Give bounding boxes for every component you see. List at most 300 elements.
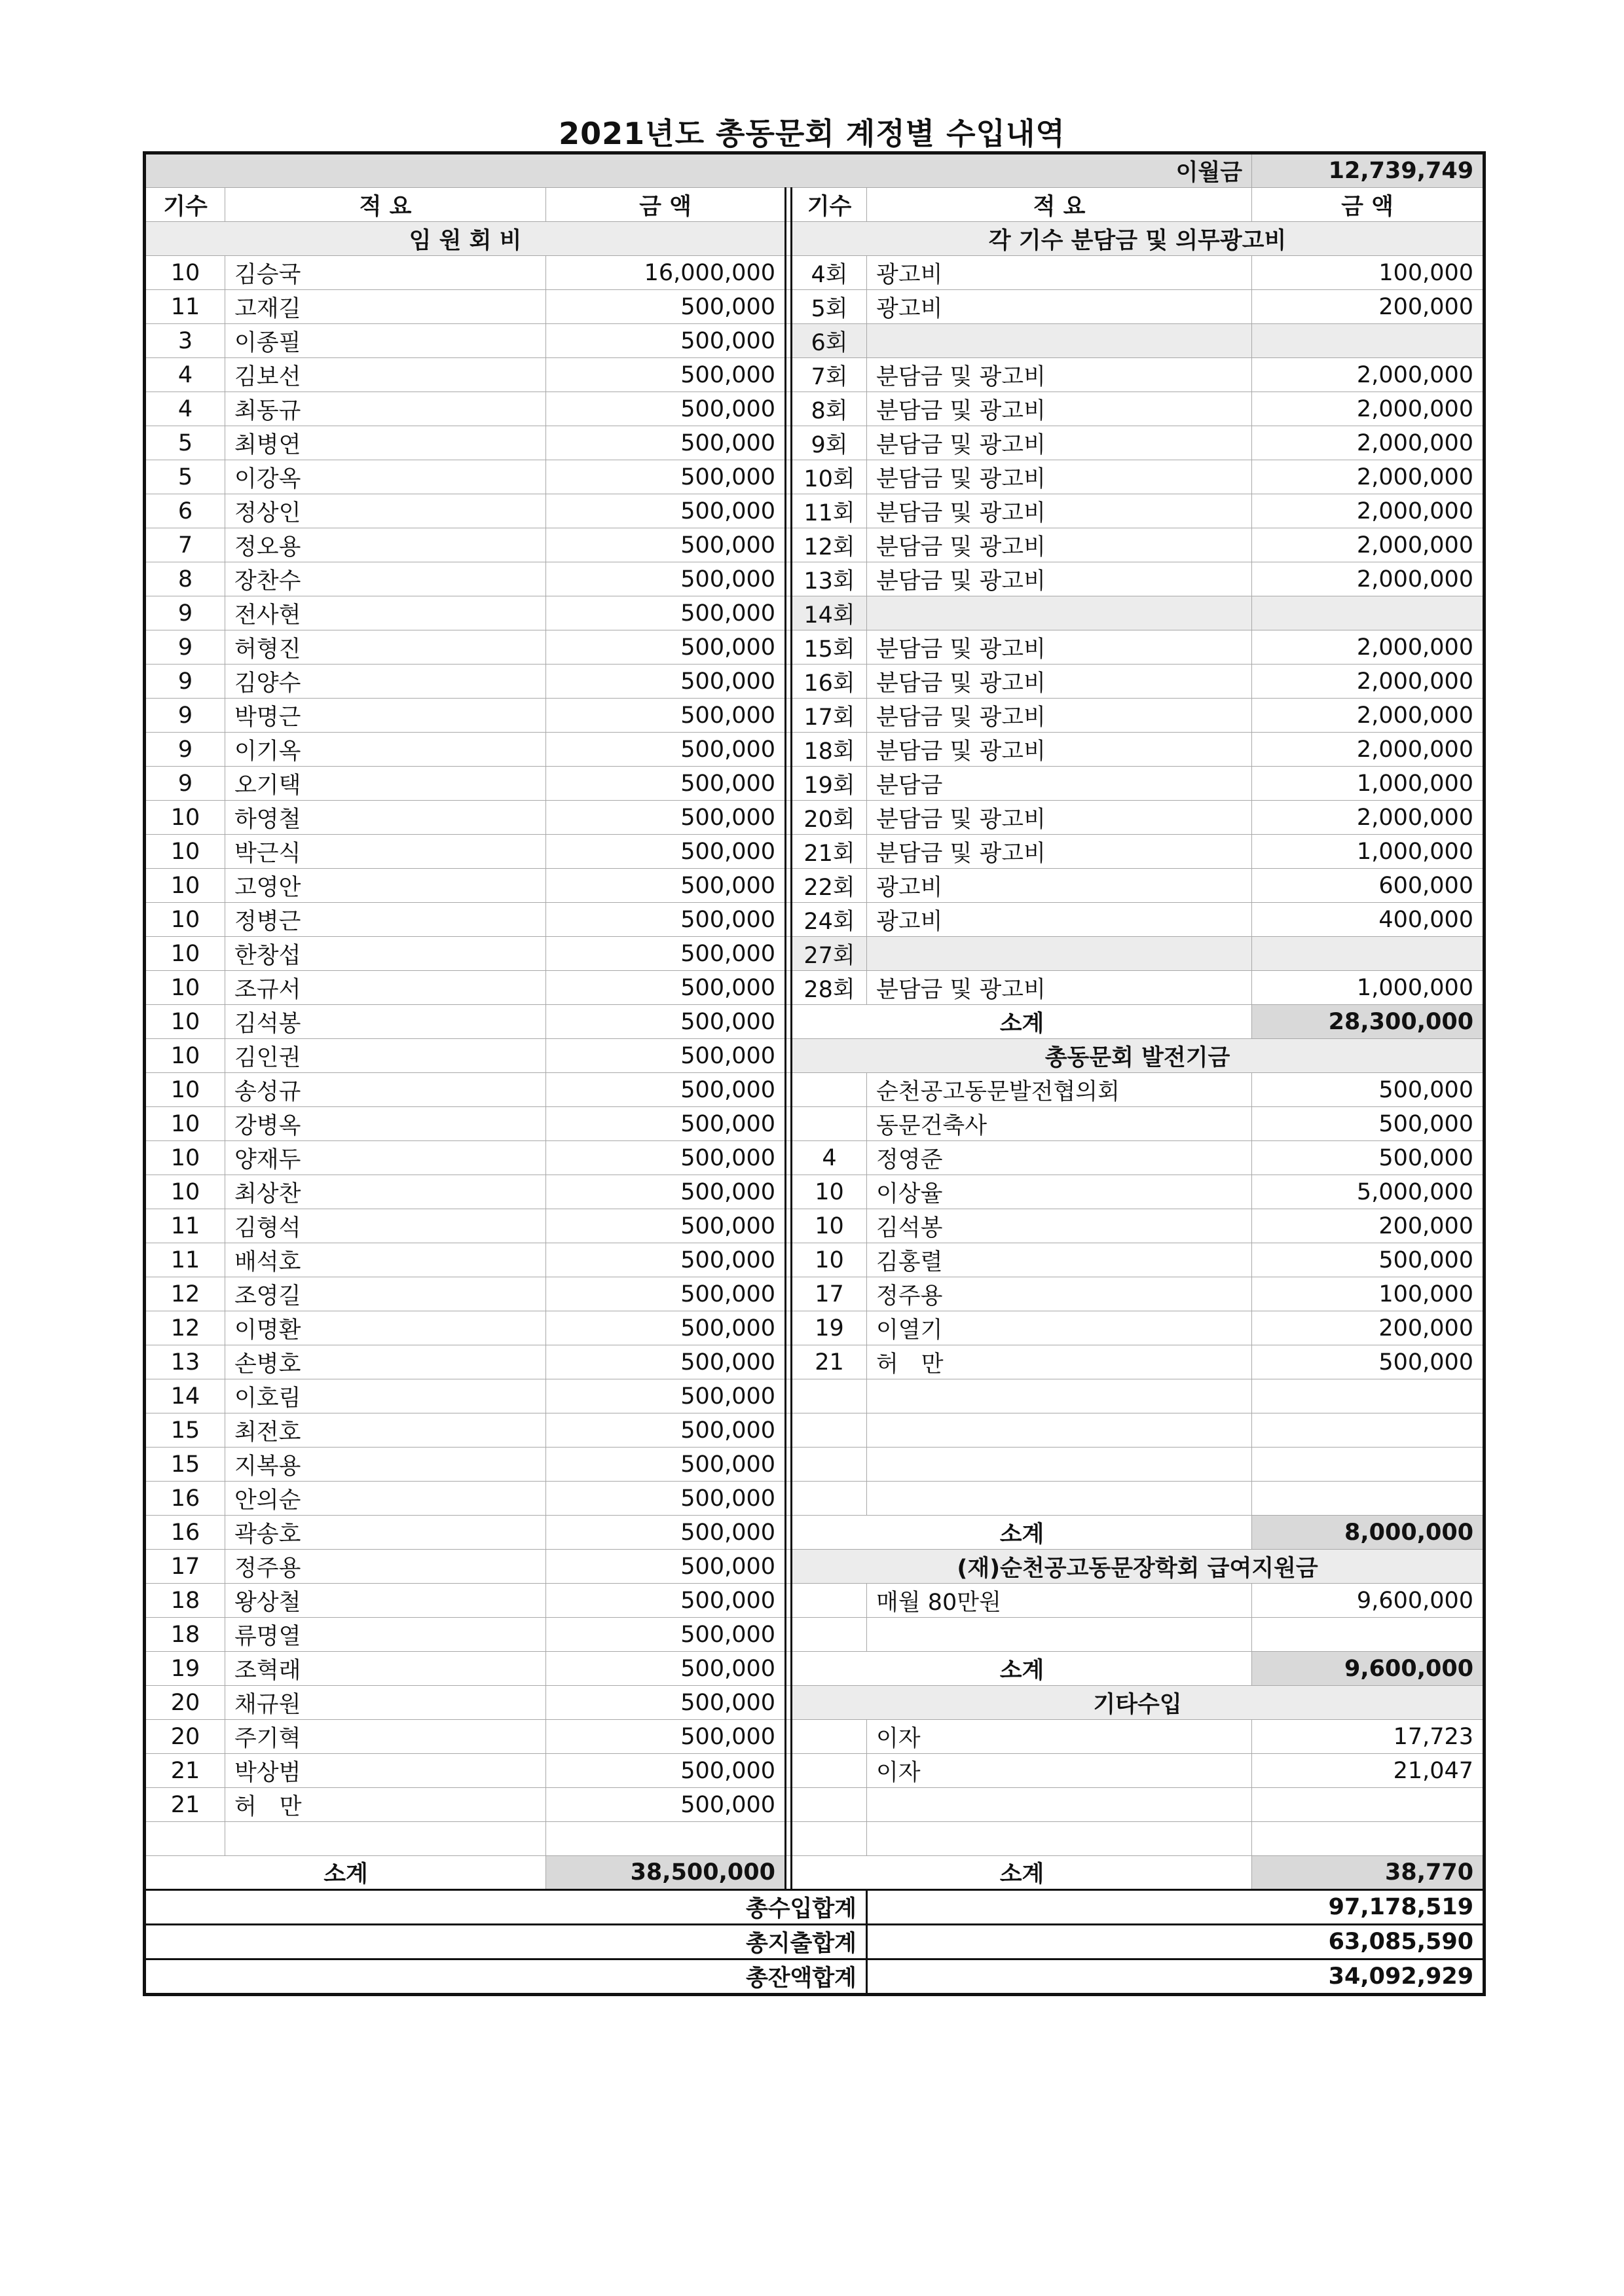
left-gisu: 10 bbox=[145, 1141, 225, 1175]
right-description: 분담금 및 광고비 bbox=[867, 733, 1252, 767]
right-description: 분담금 및 광고비 bbox=[867, 665, 1252, 699]
header-row bbox=[145, 188, 1485, 222]
ledger-row bbox=[145, 1482, 1485, 1516]
left-amount: 500,000 bbox=[546, 665, 786, 699]
left-description: 주기혁 bbox=[225, 1720, 546, 1754]
right-description: 분담금 및 광고비 bbox=[867, 835, 1252, 869]
column-divider bbox=[786, 1243, 792, 1277]
right-description: 광고비 bbox=[867, 290, 1252, 324]
column-divider bbox=[786, 1550, 792, 1584]
left-description: 최상찬 bbox=[225, 1175, 546, 1209]
column-divider bbox=[786, 1141, 792, 1175]
right-section-title: 기타수입 bbox=[792, 1686, 1485, 1720]
left-amount: 500,000 bbox=[546, 630, 786, 665]
column-divider bbox=[786, 1754, 792, 1788]
document-title: 2021년도 총동문회 계정별 수입내역 bbox=[559, 116, 1065, 151]
right-gisu: 19 bbox=[792, 1311, 867, 1345]
right-gisu: 18회 bbox=[792, 733, 867, 767]
left-gisu: 16 bbox=[145, 1482, 225, 1516]
ledger-row bbox=[145, 1448, 1485, 1482]
column-divider bbox=[786, 801, 792, 835]
left-description: 최전호 bbox=[225, 1413, 546, 1448]
left-gisu: 10 bbox=[145, 1073, 225, 1107]
right-blank-cell bbox=[792, 1413, 867, 1448]
right-header-desc: 적 요 bbox=[867, 188, 1252, 222]
left-amount: 500,000 bbox=[546, 596, 786, 630]
right-subtotal-amount: 9,600,000 bbox=[1252, 1652, 1485, 1686]
left-subtotal-label: 소계 bbox=[145, 1856, 546, 1890]
column-divider bbox=[786, 324, 792, 358]
ledger-row bbox=[145, 1277, 1485, 1311]
right-gisu: 8회 bbox=[792, 392, 867, 426]
column-divider bbox=[786, 630, 792, 665]
right-subtotal-label: 소계 bbox=[792, 1856, 1252, 1890]
left-amount: 500,000 bbox=[546, 1652, 786, 1686]
left-amount: 16,000,000 bbox=[546, 256, 786, 290]
right-description: 광고비 bbox=[867, 869, 1252, 903]
left-gisu: 10 bbox=[145, 835, 225, 869]
left-subtotal-amount: 38,500,000 bbox=[546, 1856, 786, 1890]
column-divider bbox=[786, 1788, 792, 1822]
column-divider bbox=[786, 1039, 792, 1073]
left-amount: 500,000 bbox=[546, 358, 786, 392]
right-blank-cell bbox=[867, 1413, 1252, 1448]
right-amount: 400,000 bbox=[1252, 903, 1485, 937]
right-amount: 200,000 bbox=[1252, 1209, 1485, 1243]
right-description: 분담금 및 광고비 bbox=[867, 392, 1252, 426]
column-divider bbox=[786, 290, 792, 324]
ledger-row bbox=[145, 392, 1485, 426]
left-header-amount: 금 액 bbox=[546, 188, 786, 222]
ledger-row bbox=[145, 460, 1485, 494]
ledger-row bbox=[145, 903, 1485, 937]
left-amount: 500,000 bbox=[546, 801, 786, 835]
right-header-amount: 금 액 bbox=[1252, 188, 1485, 222]
column-divider bbox=[786, 1175, 792, 1209]
left-description: 지복용 bbox=[225, 1448, 546, 1482]
column-divider bbox=[786, 1516, 792, 1550]
right-gisu bbox=[792, 1720, 867, 1754]
right-blank-cell bbox=[1252, 1379, 1485, 1413]
right-gisu: 17회 bbox=[792, 699, 867, 733]
ledger-row bbox=[145, 1856, 1485, 1890]
right-gisu: 5회 bbox=[792, 290, 867, 324]
left-description: 왕상철 bbox=[225, 1584, 546, 1618]
right-amount: 600,000 bbox=[1252, 869, 1485, 903]
left-description: 양재두 bbox=[225, 1141, 546, 1175]
column-divider bbox=[786, 1209, 792, 1243]
ledger-row bbox=[145, 1107, 1485, 1141]
right-description: 분담금 및 광고비 bbox=[867, 528, 1252, 562]
left-description: 김석봉 bbox=[225, 1005, 546, 1039]
left-gisu: 21 bbox=[145, 1788, 225, 1822]
left-amount: 500,000 bbox=[546, 494, 786, 528]
ledger-row bbox=[145, 1720, 1485, 1754]
column-divider bbox=[786, 1686, 792, 1720]
right-gisu: 9회 bbox=[792, 426, 867, 460]
column-divider bbox=[786, 1107, 792, 1141]
right-amount: 200,000 bbox=[1252, 290, 1485, 324]
left-description: 박근식 bbox=[225, 835, 546, 869]
column-divider bbox=[786, 1277, 792, 1311]
left-amount: 500,000 bbox=[546, 1141, 786, 1175]
left-gisu: 11 bbox=[145, 1243, 225, 1277]
left-amount: 500,000 bbox=[546, 1311, 786, 1345]
left-description: 김양수 bbox=[225, 665, 546, 699]
ledger-row bbox=[145, 1311, 1485, 1345]
carry-over-row bbox=[145, 153, 1485, 188]
right-blank-cell bbox=[867, 1482, 1252, 1516]
ledger-row bbox=[145, 1175, 1485, 1209]
right-description: 정영준 bbox=[867, 1141, 1252, 1175]
left-amount: 500,000 bbox=[546, 1448, 786, 1482]
carry-over-label: 이월금 bbox=[145, 153, 1252, 188]
ledger-row bbox=[145, 1686, 1485, 1720]
left-description: 이호림 bbox=[225, 1379, 546, 1413]
left-gisu: 17 bbox=[145, 1550, 225, 1584]
right-description bbox=[867, 324, 1252, 358]
column-divider bbox=[786, 971, 792, 1005]
right-amount: 21,047 bbox=[1252, 1754, 1485, 1788]
left-gisu: 8 bbox=[145, 562, 225, 596]
left-gisu: 15 bbox=[145, 1448, 225, 1482]
column-divider bbox=[786, 1856, 792, 1890]
left-gisu: 10 bbox=[145, 801, 225, 835]
column-divider bbox=[786, 665, 792, 699]
left-amount: 500,000 bbox=[546, 1550, 786, 1584]
right-blank-cell bbox=[792, 1788, 867, 1822]
grand-total-label: 총수입합계 bbox=[145, 1890, 867, 1925]
column-divider bbox=[786, 596, 792, 630]
left-amount: 500,000 bbox=[546, 903, 786, 937]
left-description: 정주용 bbox=[225, 1550, 546, 1584]
left-description: 안의순 bbox=[225, 1482, 546, 1516]
right-description: 허 만 bbox=[867, 1345, 1252, 1379]
right-description: 동문건축사 bbox=[867, 1107, 1252, 1141]
right-blank-cell bbox=[1252, 1822, 1485, 1856]
right-description: 분담금 및 광고비 bbox=[867, 494, 1252, 528]
left-amount: 500,000 bbox=[546, 835, 786, 869]
left-gisu: 10 bbox=[145, 1107, 225, 1141]
column-divider bbox=[786, 1652, 792, 1686]
left-gisu: 7 bbox=[145, 528, 225, 562]
right-description: 순천공고동문발전협의회 bbox=[867, 1073, 1252, 1107]
column-divider bbox=[786, 1379, 792, 1413]
right-blank-cell bbox=[1252, 1618, 1485, 1652]
right-section-title: 총동문회 발전기금 bbox=[792, 1039, 1485, 1073]
right-amount: 2,000,000 bbox=[1252, 733, 1485, 767]
right-gisu: 17 bbox=[792, 1277, 867, 1311]
left-amount: 500,000 bbox=[546, 1005, 786, 1039]
ledger-row bbox=[145, 1141, 1485, 1175]
left-description: 허형진 bbox=[225, 630, 546, 665]
right-blank-cell bbox=[792, 1822, 867, 1856]
left-amount: 500,000 bbox=[546, 1345, 786, 1379]
right-amount: 1,000,000 bbox=[1252, 835, 1485, 869]
left-gisu: 18 bbox=[145, 1618, 225, 1652]
left-amount: 500,000 bbox=[546, 767, 786, 801]
right-description: 이열기 bbox=[867, 1311, 1252, 1345]
right-gisu: 19회 bbox=[792, 767, 867, 801]
left-description: 김인권 bbox=[225, 1039, 546, 1073]
right-description: 이자 bbox=[867, 1720, 1252, 1754]
right-description: 분담금 및 광고비 bbox=[867, 460, 1252, 494]
column-divider bbox=[786, 188, 792, 222]
right-description: 정주용 bbox=[867, 1277, 1252, 1311]
left-amount: 500,000 bbox=[546, 426, 786, 460]
left-gisu: 6 bbox=[145, 494, 225, 528]
left-description: 류명열 bbox=[225, 1618, 546, 1652]
left-amount: 500,000 bbox=[546, 290, 786, 324]
right-header-gisu: 기수 bbox=[792, 188, 867, 222]
ledger-row bbox=[145, 665, 1485, 699]
left-description: 허 만 bbox=[225, 1788, 546, 1822]
left-amount: 500,000 bbox=[546, 1618, 786, 1652]
right-gisu: 14회 bbox=[792, 596, 867, 630]
left-gisu: 9 bbox=[145, 699, 225, 733]
left-description: 정병근 bbox=[225, 903, 546, 937]
column-divider bbox=[786, 1720, 792, 1754]
ledger-row bbox=[145, 290, 1485, 324]
left-blank-cell bbox=[145, 1822, 225, 1856]
left-gisu: 5 bbox=[145, 460, 225, 494]
left-gisu: 16 bbox=[145, 1516, 225, 1550]
left-description: 정상인 bbox=[225, 494, 546, 528]
left-description: 장찬수 bbox=[225, 562, 546, 596]
ledger-row bbox=[145, 1039, 1485, 1073]
right-gisu bbox=[792, 1754, 867, 1788]
right-subtotal-label: 소계 bbox=[792, 1005, 1252, 1039]
ledger-row bbox=[145, 358, 1485, 392]
left-gisu: 13 bbox=[145, 1345, 225, 1379]
left-gisu: 9 bbox=[145, 630, 225, 665]
ledger-row bbox=[145, 1243, 1485, 1277]
left-amount: 500,000 bbox=[546, 1039, 786, 1073]
left-amount: 500,000 bbox=[546, 1209, 786, 1243]
ledger-row bbox=[145, 494, 1485, 528]
column-divider bbox=[786, 256, 792, 290]
left-amount: 500,000 bbox=[546, 1482, 786, 1516]
left-amount: 500,000 bbox=[546, 1277, 786, 1311]
right-subtotal-amount: 38,770 bbox=[1252, 1856, 1485, 1890]
left-amount: 500,000 bbox=[546, 1754, 786, 1788]
right-gisu: 22회 bbox=[792, 869, 867, 903]
right-description bbox=[867, 596, 1252, 630]
left-gisu: 10 bbox=[145, 903, 225, 937]
right-gisu: 15회 bbox=[792, 630, 867, 665]
right-amount: 9,600,000 bbox=[1252, 1584, 1485, 1618]
left-gisu: 10 bbox=[145, 937, 225, 971]
column-divider bbox=[786, 426, 792, 460]
right-gisu: 10 bbox=[792, 1175, 867, 1209]
column-divider bbox=[786, 937, 792, 971]
column-divider bbox=[786, 1413, 792, 1448]
ledger-row bbox=[145, 1822, 1485, 1856]
left-description: 오기택 bbox=[225, 767, 546, 801]
right-blank-cell bbox=[1252, 1482, 1485, 1516]
right-blank-cell bbox=[867, 1822, 1252, 1856]
left-gisu: 12 bbox=[145, 1277, 225, 1311]
ledger-row bbox=[145, 256, 1485, 290]
right-gisu: 7회 bbox=[792, 358, 867, 392]
ledger-row bbox=[145, 801, 1485, 835]
ledger-row bbox=[145, 1550, 1485, 1584]
grand-total-amount: 34,092,929 bbox=[867, 1959, 1485, 1995]
right-gisu: 4 bbox=[792, 1141, 867, 1175]
left-description: 전사현 bbox=[225, 596, 546, 630]
right-blank-cell bbox=[1252, 1413, 1485, 1448]
left-amount: 500,000 bbox=[546, 1516, 786, 1550]
right-description: 분담금 bbox=[867, 767, 1252, 801]
left-amount: 500,000 bbox=[546, 699, 786, 733]
left-gisu: 10 bbox=[145, 1175, 225, 1209]
right-amount: 2,000,000 bbox=[1252, 665, 1485, 699]
left-gisu: 4 bbox=[145, 358, 225, 392]
right-description: 김석봉 bbox=[867, 1209, 1252, 1243]
ledger-row bbox=[145, 1005, 1485, 1039]
left-amount: 500,000 bbox=[546, 1379, 786, 1413]
ledger-row bbox=[145, 222, 1485, 256]
right-amount: 500,000 bbox=[1252, 1345, 1485, 1379]
right-gisu: 10회 bbox=[792, 460, 867, 494]
right-description: 분담금 및 광고비 bbox=[867, 562, 1252, 596]
left-section-title: 임 원 회 비 bbox=[145, 222, 786, 256]
grand-total-row bbox=[145, 1925, 1485, 1959]
ledger-row bbox=[145, 528, 1485, 562]
right-blank-cell bbox=[792, 1482, 867, 1516]
right-amount: 2,000,000 bbox=[1252, 699, 1485, 733]
carry-over-amount: 12,739,749 bbox=[1252, 153, 1485, 188]
right-gisu bbox=[792, 1584, 867, 1618]
left-description: 이기옥 bbox=[225, 733, 546, 767]
right-amount bbox=[1252, 596, 1485, 630]
left-amount: 500,000 bbox=[546, 528, 786, 562]
ledger-row bbox=[145, 1584, 1485, 1618]
left-description: 고재길 bbox=[225, 290, 546, 324]
right-blank-cell bbox=[867, 1618, 1252, 1652]
left-gisu: 9 bbox=[145, 733, 225, 767]
left-description: 이강옥 bbox=[225, 460, 546, 494]
column-divider bbox=[786, 392, 792, 426]
ledger-row bbox=[145, 1788, 1485, 1822]
right-blank-cell bbox=[1252, 1788, 1485, 1822]
grand-total-label: 총잔액합계 bbox=[145, 1959, 867, 1995]
left-gisu: 20 bbox=[145, 1686, 225, 1720]
income-ledger-table bbox=[143, 151, 1486, 1996]
left-amount: 500,000 bbox=[546, 937, 786, 971]
right-blank-cell bbox=[1252, 1448, 1485, 1482]
right-amount: 2,000,000 bbox=[1252, 392, 1485, 426]
ledger-row bbox=[145, 1379, 1485, 1413]
left-gisu: 20 bbox=[145, 1720, 225, 1754]
right-amount: 500,000 bbox=[1252, 1107, 1485, 1141]
right-blank-cell bbox=[792, 1618, 867, 1652]
left-amount: 500,000 bbox=[546, 324, 786, 358]
right-gisu: 27회 bbox=[792, 937, 867, 971]
left-description: 정오용 bbox=[225, 528, 546, 562]
left-gisu: 4 bbox=[145, 392, 225, 426]
column-divider bbox=[786, 767, 792, 801]
left-description: 박명근 bbox=[225, 699, 546, 733]
left-amount: 500,000 bbox=[546, 1720, 786, 1754]
ledger-row bbox=[145, 835, 1485, 869]
right-description: 분담금 및 광고비 bbox=[867, 971, 1252, 1005]
grand-total-row bbox=[145, 1890, 1485, 1925]
right-subtotal-amount: 28,300,000 bbox=[1252, 1005, 1485, 1039]
left-gisu: 12 bbox=[145, 1311, 225, 1345]
left-gisu: 21 bbox=[145, 1754, 225, 1788]
column-divider bbox=[786, 222, 792, 256]
ledger-row bbox=[145, 426, 1485, 460]
right-amount: 2,000,000 bbox=[1252, 528, 1485, 562]
column-divider bbox=[786, 869, 792, 903]
right-gisu: 21회 bbox=[792, 835, 867, 869]
ledger-row bbox=[145, 596, 1485, 630]
left-description: 조규서 bbox=[225, 971, 546, 1005]
right-description: 분담금 및 광고비 bbox=[867, 358, 1252, 392]
left-description: 조영길 bbox=[225, 1277, 546, 1311]
grand-total-amount: 97,178,519 bbox=[867, 1890, 1485, 1925]
right-gisu: 20회 bbox=[792, 801, 867, 835]
right-amount bbox=[1252, 324, 1485, 358]
left-gisu: 11 bbox=[145, 1209, 225, 1243]
right-amount: 1,000,000 bbox=[1252, 971, 1485, 1005]
right-section-title: (재)순천공고동문장학회 급여지원금 bbox=[792, 1550, 1485, 1584]
ledger-row bbox=[145, 767, 1485, 801]
left-gisu: 9 bbox=[145, 665, 225, 699]
right-subtotal-amount: 8,000,000 bbox=[1252, 1516, 1485, 1550]
left-header-desc: 적 요 bbox=[225, 188, 546, 222]
left-gisu: 11 bbox=[145, 290, 225, 324]
right-description: 광고비 bbox=[867, 256, 1252, 290]
right-gisu: 10 bbox=[792, 1209, 867, 1243]
right-amount: 2,000,000 bbox=[1252, 358, 1485, 392]
column-divider bbox=[786, 1345, 792, 1379]
column-divider bbox=[786, 1448, 792, 1482]
left-gisu: 9 bbox=[145, 767, 225, 801]
right-section-title: 각 기수 분담금 및 의무광고비 bbox=[792, 222, 1485, 256]
right-amount bbox=[1252, 937, 1485, 971]
right-amount: 500,000 bbox=[1252, 1243, 1485, 1277]
left-description: 최동규 bbox=[225, 392, 546, 426]
right-amount: 2,000,000 bbox=[1252, 460, 1485, 494]
left-header-gisu: 기수 bbox=[145, 188, 225, 222]
right-gisu bbox=[792, 1107, 867, 1141]
left-gisu: 3 bbox=[145, 324, 225, 358]
left-blank-cell bbox=[225, 1822, 546, 1856]
right-amount: 500,000 bbox=[1252, 1073, 1485, 1107]
ledger-row bbox=[145, 1652, 1485, 1686]
column-divider bbox=[786, 358, 792, 392]
left-gisu: 14 bbox=[145, 1379, 225, 1413]
right-description: 매월 80만원 bbox=[867, 1584, 1252, 1618]
right-amount: 2,000,000 bbox=[1252, 494, 1485, 528]
right-blank-cell bbox=[867, 1448, 1252, 1482]
left-amount: 500,000 bbox=[546, 562, 786, 596]
right-description: 이자 bbox=[867, 1754, 1252, 1788]
left-description: 채규원 bbox=[225, 1686, 546, 1720]
left-description: 이명환 bbox=[225, 1311, 546, 1345]
right-blank-cell bbox=[867, 1788, 1252, 1822]
right-gisu bbox=[792, 1073, 867, 1107]
right-amount: 2,000,000 bbox=[1252, 801, 1485, 835]
ledger-row bbox=[145, 937, 1485, 971]
left-gisu: 9 bbox=[145, 596, 225, 630]
left-description: 곽송호 bbox=[225, 1516, 546, 1550]
right-gisu: 24회 bbox=[792, 903, 867, 937]
left-gisu: 10 bbox=[145, 971, 225, 1005]
ledger-row bbox=[145, 1413, 1485, 1448]
